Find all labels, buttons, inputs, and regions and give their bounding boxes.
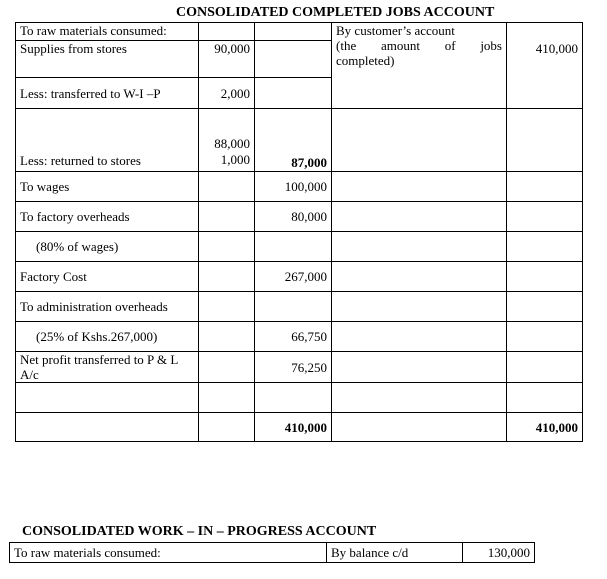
table-row (16, 202, 583, 232)
table-row (16, 232, 583, 262)
totals-row (16, 413, 583, 442)
wip-account-title: CONSOLIDATED WORK – IN – PROGRESS ACCOUNT (22, 524, 377, 539)
credit-total: 410,000 (507, 413, 583, 442)
supplies-label: Supplies from stores (16, 41, 199, 78)
table-row (16, 23, 583, 41)
table-row (16, 109, 583, 172)
table-row (16, 383, 583, 413)
wages-value: 100,000 (255, 172, 332, 202)
customer-account-value: 410,000 (535, 41, 578, 56)
table-row (16, 292, 583, 322)
table-row (10, 543, 535, 563)
factory-overheads-note: (80% of wages) (16, 232, 199, 262)
completed-jobs-title: CONSOLIDATED COMPLETED JOBS ACCOUNT (176, 5, 495, 20)
wages-label: To wages (16, 172, 199, 202)
factory-overheads-value: 80,000 (255, 202, 332, 232)
admin-overheads-label: To administration overheads (16, 292, 199, 322)
raw-materials-label: To raw materials consumed: (16, 23, 199, 41)
factory-cost-value: 267,000 (255, 262, 332, 292)
factory-overheads-label: To factory overheads (16, 202, 199, 232)
wip-balance-value: 130,000 (463, 543, 535, 563)
table-row (16, 172, 583, 202)
customer-account-cell: By customer’s account (the amount of jobs completed) (332, 23, 507, 109)
wip-account-table (9, 542, 535, 563)
wip-raw-materials-label: To raw materials consumed: (10, 543, 327, 563)
less-transferred-value: 2,000 (199, 78, 255, 109)
table-row (16, 262, 583, 292)
table-row (16, 352, 583, 383)
admin-overheads-value: 66,750 (255, 322, 332, 352)
customer-account-note: (the amount of jobs (336, 38, 502, 53)
completed-jobs-account-table (15, 22, 583, 442)
net-profit-label: Net profit transferred to P & L A/c (16, 352, 199, 383)
less-transferred-label: Less: transferred to W-I –P (16, 78, 199, 109)
returned-label: Less: returned to stores (16, 109, 199, 172)
supplies-value: 90,000 (199, 41, 255, 78)
table-row (16, 322, 583, 352)
customer-account-label: By customer’s account (336, 23, 455, 38)
returned-value: 1,000 (220, 152, 250, 167)
subtotal-value: 88,000 (214, 136, 250, 151)
admin-overheads-note: (25% of Kshs.267,000) (16, 322, 199, 352)
factory-cost-label: Factory Cost (16, 262, 199, 292)
wip-balance-label: By balance c/d (327, 543, 463, 563)
debit-total: 410,000 (255, 413, 332, 442)
materials-total: 87,000 (255, 109, 332, 172)
net-profit-value: 76,250 (255, 352, 332, 383)
